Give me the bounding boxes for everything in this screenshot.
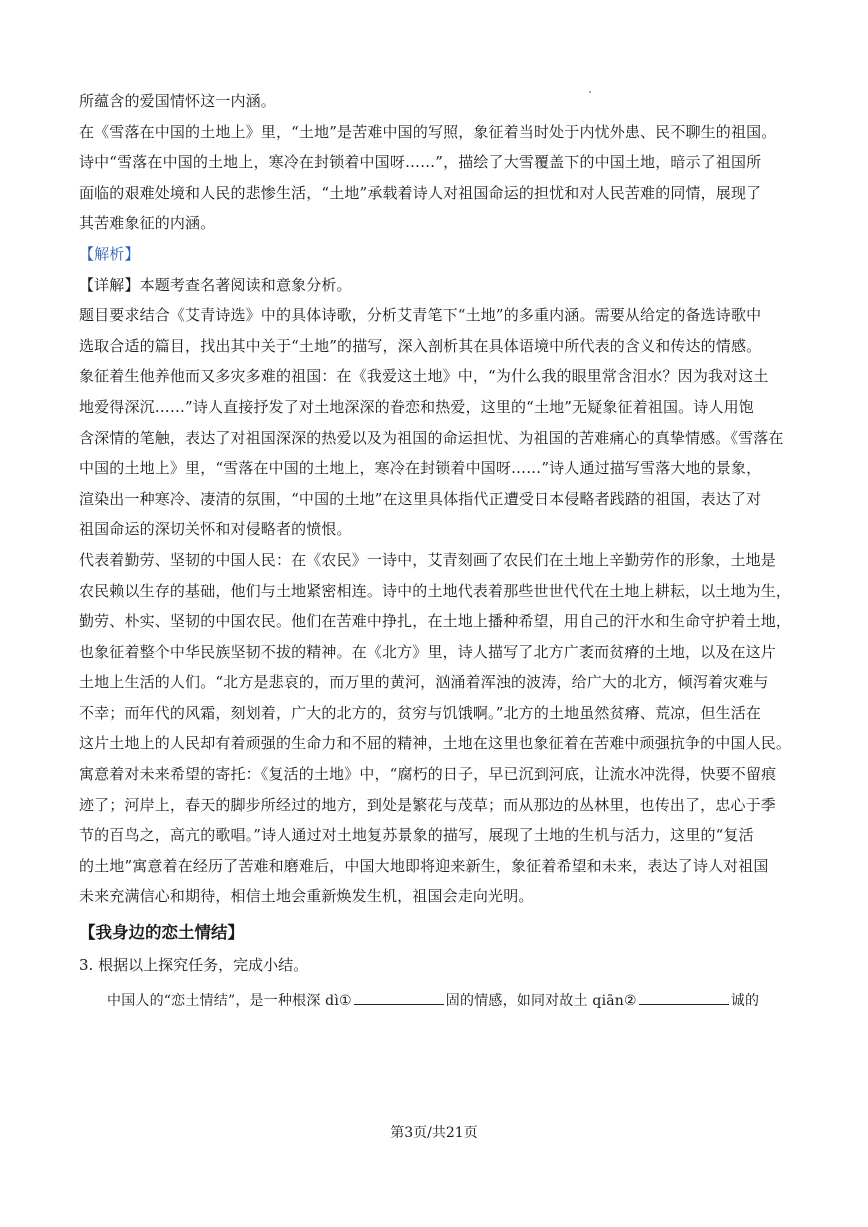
summary-text-2: 固的情感，如同对故土 qiān② [445,993,637,1010]
text-line: 寓意着对未来希望的寄托：《复活的土地》中，“腐朽的日子，早已沉到河底，让流水冲洗得，快要不留痕 [79,765,777,784]
section-heading: 【我身边的恋土情结】 [79,923,244,943]
text-line: 含深情的笔触，表达了对祖国深深的热爱以及为祖国的命运担忧、为祖国的苦难痛心的真挚情感。《雪落在 [79,428,784,447]
text-line: 代表着勤劳、坚韧的中国人民：在《农民》一诗中，艾青刻画了农民们在土地上辛勤劳作的形象，土地是 [79,550,776,569]
summary-text-3: 诚的 [730,993,760,1010]
text-line: 祖国命运的深切关怀和对侵略者的愤恨。 [79,520,352,539]
text-line: 地爱得深沉……”诗人直接抒发了对土地深深的眷恋和热爱，这里的“土地”无疑象征着祖国。诗人用饱 [79,397,754,416]
text-line: 也象征着整个中华民族坚韧不拔的精神。在《北方》里，诗人描写了北方广袤而贫瘠的土地，以及在这片 [79,642,776,661]
text-line: 面临的艰难处境和人民的悲惨生活，“土地”承载着诗人对祖国命运的担忧和对人民苦难的同情，展现了 [79,183,762,202]
summary-fill-in [79,986,791,1016]
text-line: 选取合适的篇目，找出其中关于“土地”的描写，深入剖析其在具体语境中所代表的含义和传达的情感。 [79,336,762,355]
text-line: 诗中“雪落在中国的土地上，寒冷在封锁着中国呀……”，描绘了大雪覆盖下的中国土地，暗示了祖国所 [79,153,762,172]
question-text: 3. 根据以上探究任务，完成小结。 [79,956,309,975]
text-line: 这片土地上的人民却有着顽强的生命力和不屈的精神，土地在这里也象征着在苦难中顽强抗争的中国人民。 [79,734,791,753]
text-line: 其苦难象征的内涵。 [79,214,216,233]
text-line: 不幸；而年代的风霜，刻划着，广大的北方的，贫穷与饥饿啊。”北方的土地虽然贫瘠、荒凉，但生活在 [79,703,762,722]
text-line: 所蕴含的爱国情怀这一内涵。 [79,92,276,110]
document-page [79,86,791,1016]
text-line: 农民赖以生存的基础，他们与土地紧密相连。诗中的土地代表着那些世世代代在土地上耕耘，以土地为生， [79,581,791,600]
text-line: 勤劳、朴实、坚韧的中国农民。他们在苦难中挣扎，在土地上播种希望，用自己的汗水和生命守护着土地， [79,612,791,631]
text-line: 在《雪落在中国的土地上》里，“土地”是苦难中国的写照，象征着当时处于内忧外患、民不聊生的祖国。 [79,122,777,141]
text-line: 【详解】本题考查名著阅读和意象分析。 [79,275,352,294]
text-line: 中国的土地上》里，“雪落在中国的土地上，寒冷在封锁着中国呀……”诗人通过描写雪落大地的景象， [79,459,762,478]
text-line: 题目要求结合《艾青诗选》中的具体诗歌，分析艾青笔下“土地”的多重内涵。需要从给定的备选诗歌中 [79,306,762,325]
answer-blank-2[interactable] [639,990,729,1005]
answer-blank-1[interactable] [354,990,444,1005]
summary-text-1: 中国人的“恋土情结”，是一种根深 dì① [107,993,352,1010]
text-line: 土地上生活的人们。“北方是悲哀的，而万里的黄河，汹涌着浑浊的波涛，给广大的北方，倾泻着灾难与 [79,673,769,692]
text-line: 渲染出一种寒冷、凄清的氛围，“中国的土地”在这里具体指代正遭受日本侵略者践踏的祖国，表达了对 [79,489,762,508]
text-line: 未来充满信心和期待，相信土地会重新焕发生机，祖国会走向光明。 [79,887,534,906]
text-line: 的土地”寓意着在经历了苦难和磨难后，中国大地即将迎来新生，象征着希望和未来，表达了诗人对祖国 [79,856,769,875]
text-line: 节的百鸟之，高亢的歌唱。”诗人通过对土地复苏景象的描写，展现了土地的生机与活力，这里的“复活 [79,826,754,845]
analysis-tag: 【解析】 [79,244,140,263]
text-line: 迹了；河岸上，春天的脚步所经过的地方，到处是繁花与茂草；而从那边的丛林里，也传出了，忠心于季 [79,795,776,814]
page-footer: 第3页/共21页 [390,1125,478,1141]
text-line: 象征着生他养他而又多灾多难的祖国：在《我爱这土地》中，“为什么我的眼里常含泪水？因为我对这土 [79,367,769,386]
